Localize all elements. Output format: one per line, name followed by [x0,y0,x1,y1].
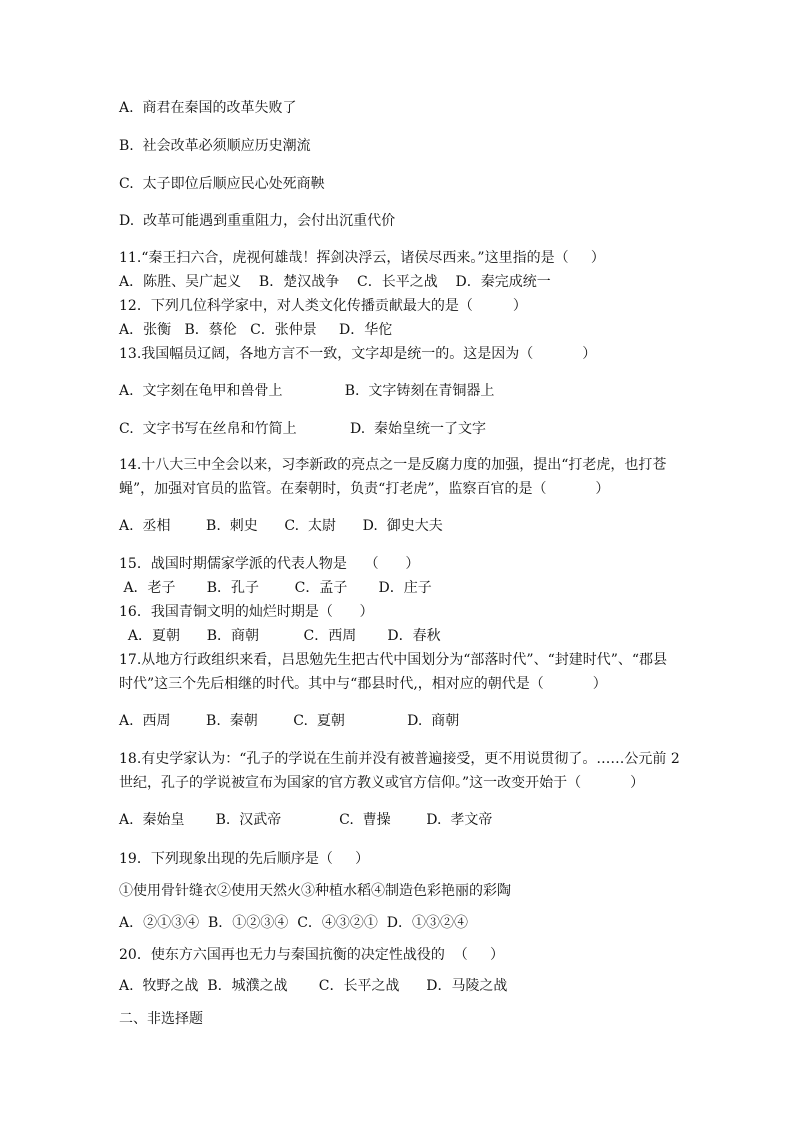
option-line: A．②①③④ B．①②③④ C．④③②① D．①③②④ [119,915,469,931]
question-line: 18.有史学家认为：“孔子的学说在生前并没有被普遍接受，更不用说贯彻了。……公元前 2 [119,751,680,767]
option-line: A. 文字刻在龟甲和兽骨上 B. 文字铸刻在青铜器上 [119,383,495,399]
question-line: 世纪，孔子的学说被宣布为国家的官方教义或官方信仰。”这一改变开始于（ ） [119,775,645,791]
question-line: 15．战国时期儒家学派的代表人物是 （ ） [119,556,420,572]
question-line: 19．下列现象出现的先后顺序是（ ） [119,851,370,867]
section-heading: 二、非选择题 [119,1011,203,1027]
question-line: 16．我国青铜文明的灿烂时期是（ ） [119,604,374,620]
option-line: A. 丞相 B. 刺史 C. 太尉 D. 御史大夫 [119,518,443,534]
question-line: 12．下列几位科学家中，对人类文化传播贡献最大的是（ ） [119,298,527,314]
option-line: A．张衡 B．蔡伦 C．张仲景 D．华佗 [119,322,393,338]
option-line: C. 文字书写在丝帛和竹简上 D. 秦始皇统一了文字 [119,421,487,437]
option-line: A．老子 B．孔子 C．孟子 D．庄子 [119,580,432,596]
question-line: 时代”这三个先后相继的时代。其中与“郡县时代,，相对应的朝代是（ ） [119,676,607,692]
option-line: B. 社会改革必须顺应历史潮流 [119,138,311,154]
option-line: A. 秦始皇 B. 汉武帝 C. 曹操 D. 孝文帝 [119,812,493,828]
question-line: ①使用骨针缝衣②使用天然火③种植水稻④制造色彩艳丽的彩陶 [119,883,511,899]
option-line: A. 牧野之战 B．城濮之战 C．长平之战 D．马陵之战 [119,978,508,994]
question-line: 蝇”，加强对官员的监管。在秦朝时，负责“打老虎”，监察百官的是（ ） [119,481,610,497]
question-line: 14.十八大三中全会以来，习李新政的亮点之一是反腐力度的加强，提出“打老虎，也打苍 [119,457,667,473]
question-line: 13.我国幅员辽阔，各地方言不一致，文字却是统一的。这是因为（ ） [119,346,597,362]
option-line: D. 改革可能遇到重重阻力，会付出沉重代价 [119,213,396,229]
question-line: 17.从地方行政组织来看，吕思勉先生把古代中国划分为“部落时代”、“封建时代”、“郡县 [119,652,668,668]
question-line: 11.“秦王扫六合，虎视何雄哉！挥剑决浮云，诸侯尽西来。”这里指的是（ ） [119,250,605,266]
question-line: 20．使东方六国再也无力与秦国抗衡的决定性战役的 （ ） [119,947,504,963]
option-line: C. 太子即位后顺应民心处死商鞅 [119,176,325,192]
option-line: A. 商君在秦国的改革失败了 [119,100,297,116]
option-line: A．夏朝 B．商朝 C．西周 D．春秋 [119,628,441,644]
option-line: A．陈胜、吴广起义 B．楚汉战争 C．长平之战 D．秦完成统一 [119,274,551,290]
option-line: A. 西周 B. 秦朝 C. 夏朝 D. 商朝 [119,713,460,729]
